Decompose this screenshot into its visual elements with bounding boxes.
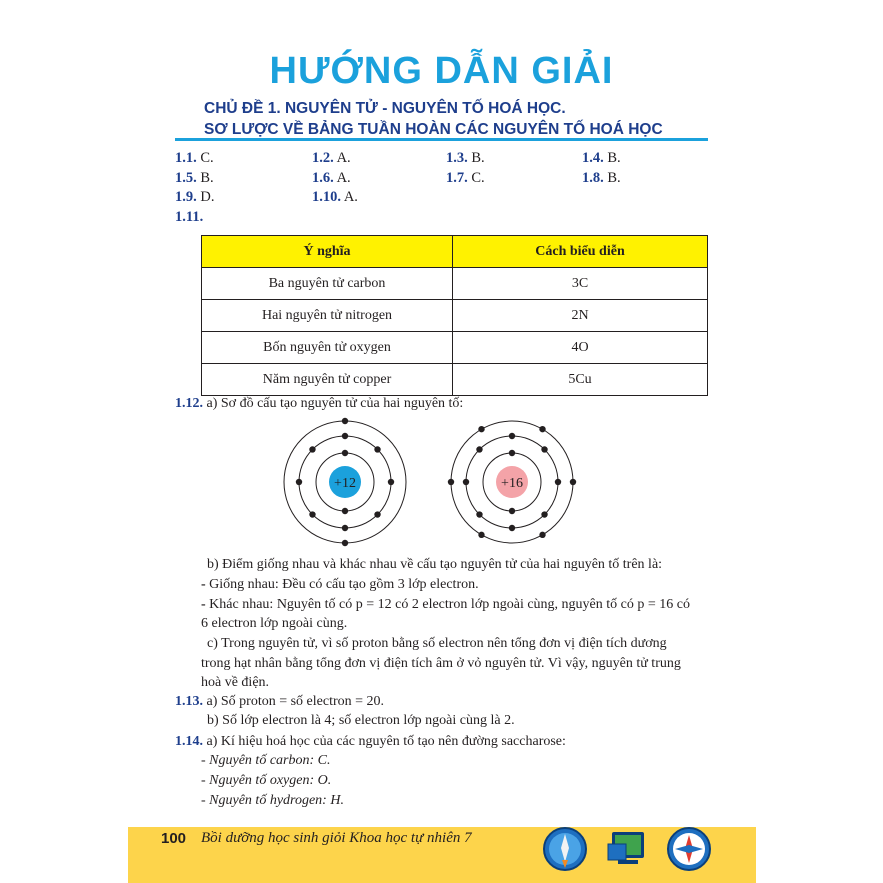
chapter-heading bbox=[204, 98, 663, 140]
table-row bbox=[202, 268, 708, 300]
answer-1-12-c-line1: c) Trong nguyên tử, vì số proton bằng số electron nên tổng đơn vị điện tích dương bbox=[207, 636, 667, 651]
answer-1-12-b: b) Điểm giống nhau và khác nhau về cấu tạo nguyên tử của hai nguyên tố trên là: bbox=[207, 557, 663, 572]
table-row bbox=[202, 332, 708, 364]
electron bbox=[539, 532, 545, 538]
table-cell: 2N bbox=[453, 300, 708, 332]
table-cell: 3C bbox=[453, 268, 708, 300]
table-cell: Hai nguyên tử nitrogen bbox=[202, 300, 453, 332]
electron bbox=[509, 525, 515, 531]
electron bbox=[309, 446, 315, 452]
table-cell: 4O bbox=[453, 332, 708, 364]
table-cell: Bốn nguyên tử oxygen bbox=[202, 332, 453, 364]
page-number: 100 bbox=[161, 830, 187, 847]
electron bbox=[342, 433, 348, 439]
answer-1-1: 1.1. C. bbox=[175, 150, 214, 166]
chapter-line-1: CHỦ ĐỀ 1. NGUYÊN TỬ - NGUYÊN TỐ HOÁ HỌC. bbox=[204, 100, 566, 117]
electron bbox=[342, 450, 348, 456]
answer-1-5: 1.5. B. bbox=[175, 170, 214, 186]
electron bbox=[539, 426, 545, 432]
compass-icon bbox=[666, 826, 712, 872]
electron bbox=[374, 511, 380, 517]
atom-s-diagram bbox=[448, 421, 576, 543]
electron bbox=[478, 532, 484, 538]
atom-mg-diagram bbox=[284, 418, 406, 546]
answer-1-12-b-similar: - Giống nhau: Đều có cấu tạo gồm 3 lớp electron. bbox=[201, 577, 479, 592]
answer-1-10: 1.10. A. bbox=[312, 189, 358, 205]
nucleus-charge-label: +12 bbox=[334, 476, 356, 491]
table-cell: Năm nguyên tử copper bbox=[202, 364, 453, 396]
electron bbox=[555, 479, 561, 485]
electron bbox=[509, 508, 515, 514]
question-1-12-a: 1.12. a) Sơ đồ cấu tạo nguyên tử của hai nguyên tố: bbox=[175, 396, 464, 411]
electron bbox=[342, 418, 348, 424]
electron bbox=[374, 446, 380, 452]
answer-1-12-b-different: - Khác nhau: Nguyên tố có p = 12 có 2 electron lớp ngoài cùng, nguyên tố có p = 16 có bbox=[201, 597, 690, 612]
nucleus-charge-label: +16 bbox=[501, 476, 523, 491]
heading-rule bbox=[175, 138, 708, 141]
electron bbox=[570, 479, 576, 485]
rocket-icon bbox=[542, 826, 588, 872]
answer-1-9: 1.9. D. bbox=[175, 189, 215, 205]
answer-1-7: 1.7. C. bbox=[446, 170, 485, 186]
electron bbox=[541, 446, 547, 452]
electron bbox=[388, 479, 394, 485]
question-1-13-a: 1.13. a) Số proton = số electron = 20. bbox=[175, 694, 385, 709]
electron bbox=[509, 433, 515, 439]
electron bbox=[448, 479, 454, 485]
book-title: Bồi dưỡng học sinh giỏi Khoa học tự nhiên 7 bbox=[201, 830, 472, 846]
table-header-meaning: Ý nghĩa bbox=[202, 236, 453, 268]
element-carbon-line: - Nguyên tố carbon: C. bbox=[201, 753, 331, 768]
page-title: HƯỚNG DẪN GIẢI bbox=[269, 50, 614, 92]
electron bbox=[478, 426, 484, 432]
electron bbox=[509, 450, 515, 456]
table-header-notation: Cách biểu diễn bbox=[453, 236, 708, 268]
answer-1-2: 1.2. A. bbox=[312, 150, 351, 166]
answer-1-4: 1.4. B. bbox=[582, 150, 621, 166]
chapter-line-2: SƠ LƯỢC VỀ BẢNG TUẦN HOÀN CÁC NGUYÊN TỐ HOÁ HỌC bbox=[204, 121, 663, 138]
electron bbox=[476, 446, 482, 452]
answer-1-12-c-line2: trong hạt nhân bằng tổng đơn vị điện tích âm ở vỏ nguyên tử. Vì vậy, nguyên tử trung bbox=[201, 656, 681, 671]
electron bbox=[296, 479, 302, 485]
table-cell: Ba nguyên tử carbon bbox=[202, 268, 453, 300]
table-cell: 5Cu bbox=[453, 364, 708, 396]
question-1-13-b: b) Số lớp electron là 4; số electron lớp ngoài cùng là 2. bbox=[207, 713, 515, 728]
answer-1-3: 1.3. B. bbox=[446, 150, 485, 166]
electron bbox=[476, 511, 482, 517]
table-header-row bbox=[202, 236, 708, 268]
element-oxygen-line: - Nguyên tố oxygen: O. bbox=[201, 773, 332, 788]
question-1-11: 1.11. bbox=[175, 209, 204, 225]
electron bbox=[342, 508, 348, 514]
electron bbox=[342, 525, 348, 531]
electron bbox=[463, 479, 469, 485]
computer-icon bbox=[604, 826, 650, 872]
answer-1-6: 1.6. A. bbox=[312, 170, 351, 186]
element-hydrogen-line: - Nguyên tố hydrogen: H. bbox=[201, 793, 344, 808]
electron bbox=[541, 511, 547, 517]
answer-1-12-c-line3: hoà về điện. bbox=[201, 675, 270, 690]
question-1-14-a: 1.14. a) Kí hiệu hoá học của các nguyên tố tạo nên đường saccharose: bbox=[175, 734, 566, 749]
electron bbox=[309, 511, 315, 517]
atom-diagrams bbox=[270, 415, 590, 550]
answer-1-12-b-different-cont: 6 electron lớp ngoài cùng. bbox=[201, 616, 348, 631]
table-row bbox=[202, 364, 708, 396]
answer-1-8: 1.8. B. bbox=[582, 170, 621, 186]
electron bbox=[342, 540, 348, 546]
symbol-table bbox=[201, 235, 708, 396]
table-row bbox=[202, 300, 708, 332]
